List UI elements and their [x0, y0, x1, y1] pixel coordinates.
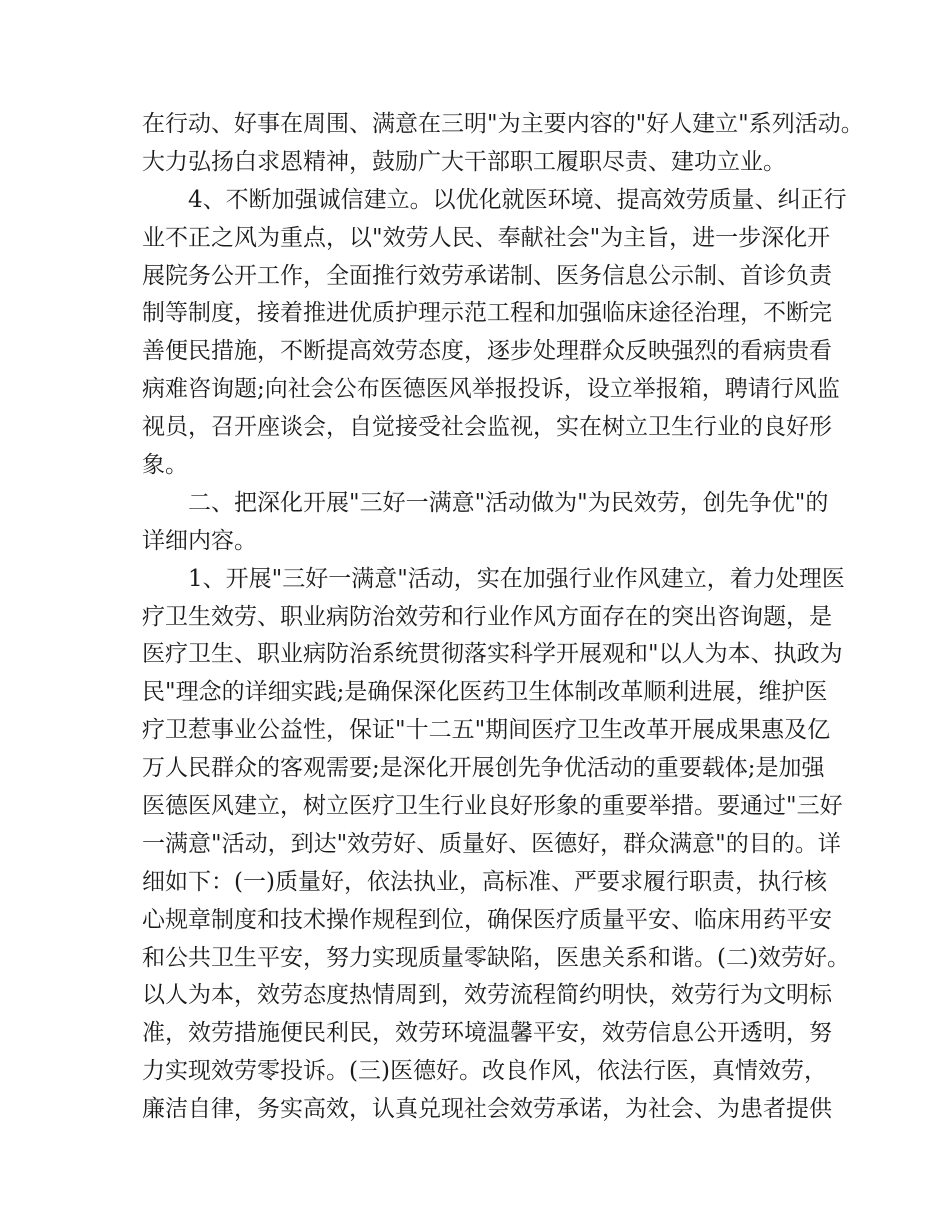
text-line: 廉洁自律，务实高效，认真兑现社会效劳承诺，为社会、为患者提供 [142, 1096, 832, 1123]
text-line: 心规章制度和技术操作规程到位，确保医疗质量平安、临床用药平安 [142, 906, 832, 933]
text-line: 准，效劳措施便民利民，效劳环境温馨平安，效劳信息公开透明，努 [142, 1020, 832, 1047]
text-line: 疗卫生效劳、职业病防治效劳和行业作风方面存在的突出咨询题，是 [142, 603, 832, 630]
text-line: 万人民群众的客观需要;是深化开展创先争优活动的重要载体;是加强 [142, 755, 825, 782]
section-heading-line: 二、把深化开展"三好一满意"活动做为"为民效劳，创先争优"的 [188, 489, 829, 516]
text-line: 病难咨询题;向社会公布医德医风举报投诉，设立举报箱，聘请行风监 [142, 376, 840, 403]
text-line: 医德医风建立，树立医疗卫生行业良好形象的重要举措。要通过"三好 [142, 793, 843, 820]
text-line: 以人为本，效劳态度热情周到，效劳流程简约明快，效劳行为文明标 [142, 982, 832, 1009]
paragraph-first-line: 1、开展"三好一满意"活动，实在加强行业作风建立，着力处理医 [188, 565, 845, 592]
text-line: 一满意"活动，到达"效劳好、质量好、医德好，群众满意"的目的。详 [142, 830, 841, 857]
text-line: 在行动、好事在周围、满意在三明"为主要内容的"好人建立"系列活动。 [142, 111, 864, 137]
text-line: 疗卫惹事业公益性，保证"十二五"期间医疗卫生改革开展成果惠及亿 [142, 717, 831, 744]
text-line: 象。 [142, 452, 188, 479]
text-line: 视员，召开座谈会，自觉接受社会监视，实在树立卫生行业的良好形 [142, 414, 832, 441]
body-text [142, 106, 864, 1129]
text-line: 业不正之风为重点，以"效劳人民、奉献社会"为主旨，进一步深化开 [142, 224, 831, 251]
text-line: 医疗卫生、职业病防治系统贯彻落实科学开展观和"以人为本、执政为 [142, 641, 843, 668]
paragraph-first-line: 4、不断加强诚信建立。以优化就医环境、提高效劳质量、纠正行 [188, 186, 847, 213]
text-line: 力实现效劳零投诉。(三)医德好。改良作风，依法行医，真情效劳， [142, 1058, 827, 1085]
text-line: 展院务公开工作，全面推行效劳承诺制、医务信息公示制、首诊负责 [142, 262, 832, 289]
text-line: 和公共卫生平安，努力实现质量零缺陷，医患关系和谐。(二)效劳好。 [142, 944, 850, 971]
text-line: 制等制度，接着推进优质护理示范工程和加强临床途径治理，不断完 [142, 300, 832, 327]
text-line: 民"理念的详细实践;是确保深化医药卫生体制改革顺利进展，维护医 [142, 679, 828, 706]
text-line: 善便民措施，不断提高效劳态度，逐步处理群众反映强烈的看病贵看 [142, 338, 832, 365]
text-line: 细如下：(一)质量好，依法执业，高标准、严要求履行职责，执行核 [142, 868, 827, 895]
text-line: 大力弘扬白求恩精神，鼓励广大干部职工履职尽责、建功立业。 [142, 148, 786, 175]
section-heading-line: 详细内容。 [142, 527, 257, 554]
